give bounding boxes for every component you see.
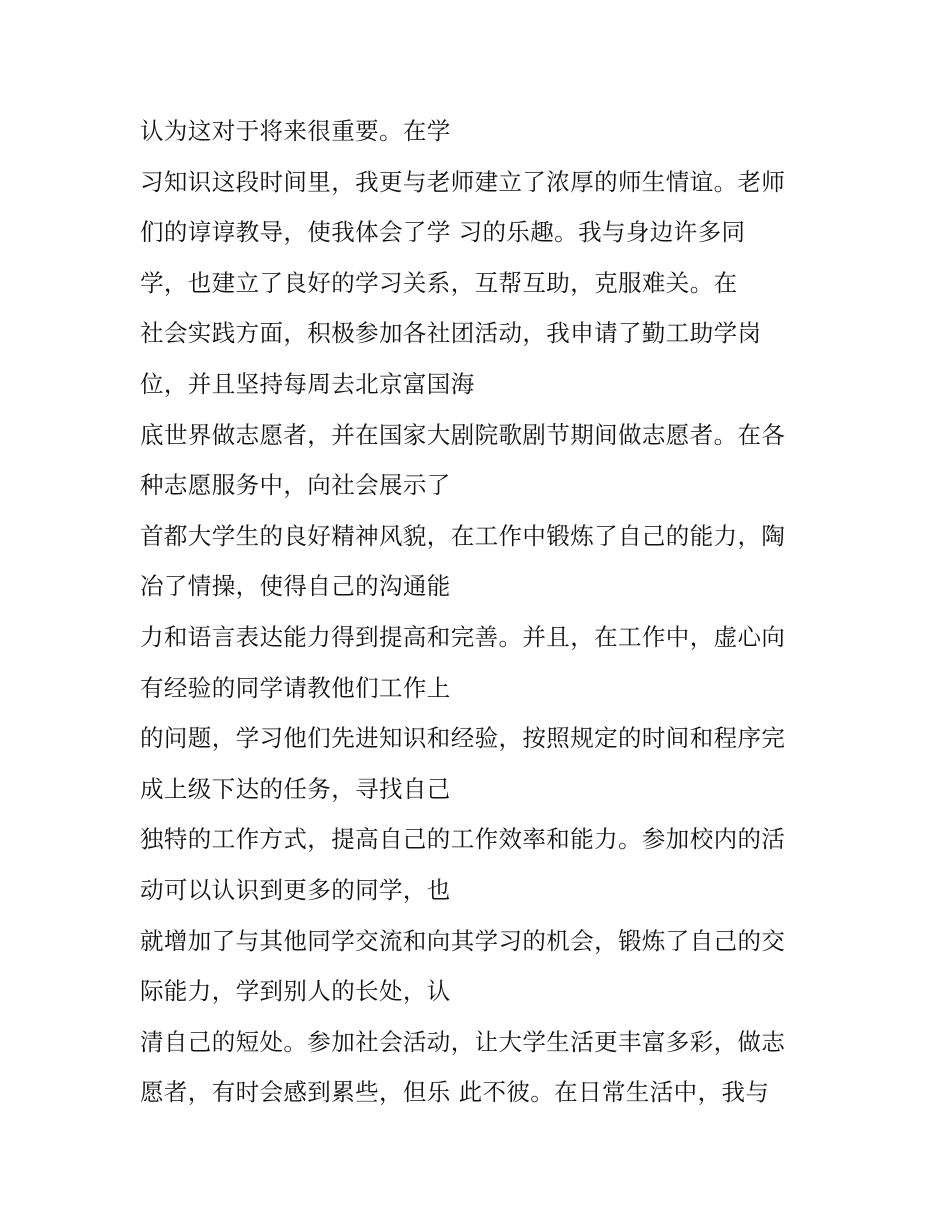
text-line: 底世界做志愿者，并在国家大剧院歌剧节期间做志愿者。在各 (140, 420, 786, 449)
text-line: 独特的工作方式，提高自己的工作效率和能力。参加校内的活 (140, 825, 786, 854)
text-line: 学，也建立了良好的学习关系，互帮互助，克服难关。在 (140, 268, 738, 297)
text-line: 的问题，学习他们先进知识和经验，按照规定的时间和程序完 (140, 724, 786, 753)
body-text (140, 106, 830, 1118)
text-line: 种志愿服务中，向社会展示了 (140, 471, 451, 500)
text-line: 际能力，学到别人的长处，认 (140, 977, 451, 1006)
text-line: 社会实践方面，积极参加各社团活动，我申请了勤工助学岗 (140, 319, 762, 348)
text-line: 就增加了与其他同学交流和向其学习的机会，锻炼了自己的交 (140, 926, 786, 955)
text-line: 力和语言表达能力得到提高和完善。并且，在工作中，虚心向 (140, 622, 786, 651)
text-line: 认为这对于将来很重要。在学 (140, 117, 451, 145)
text-line: 冶了情操，使得自己的沟通能 (140, 572, 451, 601)
text-line: 首都大学生的良好精神风貌，在工作中锻炼了自己的能力，陶 (140, 521, 786, 550)
text-line: 动可以认识到更多的同学，也 (140, 875, 451, 904)
text-line: 位，并且坚持每周去北京富国海 (140, 369, 475, 398)
text-line: 成上级下达的任务，寻找自己 (140, 774, 451, 803)
text-line: 愿者，有时会感到累些，但乐 此不彼。在日常生活中，我与 (140, 1078, 770, 1107)
text-line: 们的谆谆教导，使我体会了学 习的乐趣。我与身边许多同 (140, 218, 746, 247)
text-line: 清自己的短处。参加社会活动，让大学生活更丰富多彩，做志 (140, 1027, 786, 1056)
text-line: 有经验的同学请教他们工作上 (140, 673, 451, 702)
text-line: 习知识这段时间里，我更与老师建立了浓厚的师生情谊。老师 (140, 167, 786, 196)
